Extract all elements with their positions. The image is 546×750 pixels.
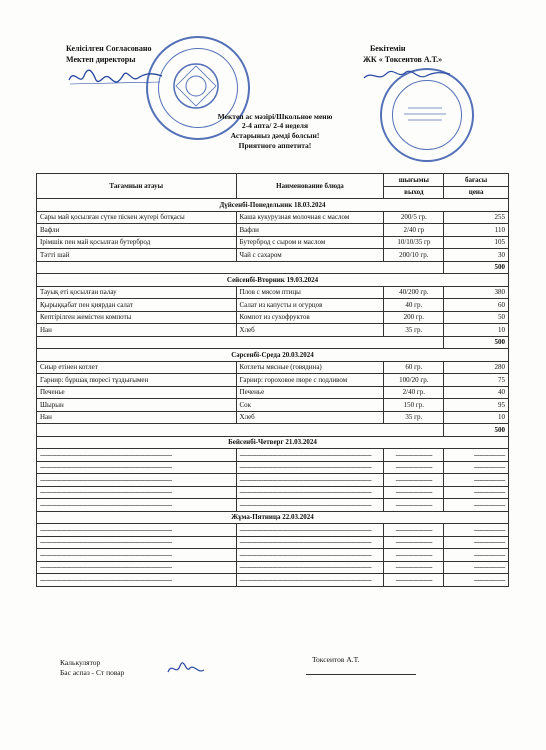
total-spacer [37, 336, 444, 349]
dish-name-kz: ------------------------------------------------------------------------ [37, 524, 237, 537]
day-total: 500 [444, 336, 509, 349]
chef-signature [166, 660, 206, 678]
col-header-out-kz: шығымы [384, 174, 444, 187]
day-total: 500 [444, 261, 509, 274]
dish-name-ru: ------------------------------------------------------------------------ [236, 574, 384, 587]
dish-name-kz: Сары май қосылған сүтке піскен жүгері ботқасы [37, 211, 237, 224]
menu-row [37, 449, 509, 462]
dish-name-ru: Печенье [236, 386, 384, 399]
dish-name-ru: ------------------------------------------------------------------------ [236, 474, 384, 487]
price: 280 [444, 361, 509, 374]
menu-row [37, 549, 509, 562]
price: 255 [444, 211, 509, 224]
dish-name-ru: ------------------------------------------------------------------------ [236, 536, 384, 549]
week-label: 2-4 апта/ 2-4 неделя [241, 121, 309, 130]
dish-name-ru: Бутерброд с сыром и маслом [236, 236, 384, 249]
col-header-out-ru: выход [384, 186, 444, 199]
wish-ru: Приятного аппетита! [238, 141, 312, 150]
dish-name-kz: ------------------------------------------------------------------------ [37, 499, 237, 512]
menu-row [37, 286, 509, 299]
dish-name-ru: ------------------------------------------------------------------------ [236, 499, 384, 512]
dish-name-ru: Плов с мясом птицы [236, 286, 384, 299]
menu-row [37, 224, 509, 237]
dish-name-kz: ------------------------------------------------------------------------ [37, 461, 237, 474]
menu-row [37, 461, 509, 474]
day-header: Бейсенбі-Четверг 21.03.2024 [37, 436, 509, 449]
menu-row [37, 211, 509, 224]
dish-name-ru: ------------------------------------------------------------------------ [236, 561, 384, 574]
approval-right-line2: ЖК « Токсеитов А.Т.» [363, 55, 443, 64]
price: 30 [444, 249, 509, 262]
menu-row [37, 411, 509, 424]
menu-row [37, 236, 509, 249]
dish-name-kz: Нан [37, 324, 237, 337]
col-header-ru: Наименование блюда [236, 174, 384, 199]
price: ----------------- [444, 574, 509, 587]
portion-size: 200/10 гр. [384, 249, 444, 262]
dish-name-ru: Компот из сухофруктов [236, 311, 384, 324]
portion-size: 200 гр. [384, 311, 444, 324]
portion-size: -------------------- [384, 574, 444, 587]
dish-name-ru: Гарнир: гороховое пюре с подливом [236, 374, 384, 387]
menu-row [37, 574, 509, 587]
dish-name-kz: Гарнир: бұршақ пюресі тұздығымен [37, 374, 237, 387]
dish-name-ru: ------------------------------------------------------------------------ [236, 486, 384, 499]
dish-name-kz: Печенье [37, 386, 237, 399]
dish-name-kz: ------------------------------------------------------------------------ [37, 474, 237, 487]
dish-name-kz: Кептірілген жемістен компоты [37, 311, 237, 324]
dish-name-ru: Чай с сахаром [236, 249, 384, 262]
approver-signature [362, 66, 452, 86]
dish-name-kz: Тауық еті қосылған палау [37, 286, 237, 299]
portion-size: 2/40 гр [384, 224, 444, 237]
approval-left-line2: Мектеп директоры [66, 55, 136, 64]
approval-right-line1: Бекітемін [370, 44, 406, 53]
dish-name-kz: Сиыр етінен котлет [37, 361, 237, 374]
portion-size: 2/40 гр. [384, 386, 444, 399]
day-header: Сәрсенбі-Среда 20.03.2024 [37, 349, 509, 362]
price: 60 [444, 299, 509, 312]
dish-name-kz: ------------------------------------------------------------------------ [37, 561, 237, 574]
price: 40 [444, 386, 509, 399]
menu-row [37, 374, 509, 387]
price: 10 [444, 324, 509, 337]
dish-name-ru: ------------------------------------------------------------------------ [236, 524, 384, 537]
dish-name-kz: ------------------------------------------------------------------------ [37, 536, 237, 549]
menu-row [37, 324, 509, 337]
portion-size: -------------------- [384, 474, 444, 487]
price: 110 [444, 224, 509, 237]
dish-name-kz: ------------------------------------------------------------------------ [37, 486, 237, 499]
col-header-price-ru: цена [444, 186, 509, 199]
portion-size: -------------------- [384, 549, 444, 562]
dish-name-kz: Ірімшік пен май қосылған бутерброд [37, 236, 237, 249]
price: ----------------- [444, 461, 509, 474]
portion-size: -------------------- [384, 499, 444, 512]
menu-row [37, 361, 509, 374]
price: 10 [444, 411, 509, 424]
dish-name-ru: Хлеб [236, 411, 384, 424]
menu-row [37, 524, 509, 537]
dish-name-ru: Сок [236, 399, 384, 412]
portion-size: 150 гр. [384, 399, 444, 412]
price: 75 [444, 374, 509, 387]
dish-name-kz: ------------------------------------------------------------------------ [37, 549, 237, 562]
signature-line [306, 674, 416, 675]
dish-name-ru: Котлеты мясные (говядина) [236, 361, 384, 374]
menu-row [37, 561, 509, 574]
menu-row [37, 311, 509, 324]
approval-left-line1: Келісілген Согласовано [66, 44, 152, 53]
dish-name-kz: ------------------------------------------------------------------------ [37, 449, 237, 462]
portion-size: 35 гр. [384, 411, 444, 424]
price: ----------------- [444, 449, 509, 462]
menu-row [37, 474, 509, 487]
portion-size: 200/5 гр. [384, 211, 444, 224]
portion-size: 40 гр. [384, 299, 444, 312]
day-header: Дүйсенбі-Понедельник 18.03.2024 [37, 199, 509, 212]
dish-name-ru: Салат из капусты и огурцов [236, 299, 384, 312]
director-signature [66, 66, 166, 88]
menu-table [36, 173, 509, 587]
menu-row [37, 386, 509, 399]
price: 95 [444, 399, 509, 412]
dish-name-ru: ------------------------------------------------------------------------ [236, 549, 384, 562]
calculator-label: Калькулятор [60, 658, 101, 667]
col-header-kz: Тағамнын атауы [37, 174, 237, 199]
portion-size: -------------------- [384, 461, 444, 474]
price: ----------------- [444, 524, 509, 537]
day-header: Сейсенбі-Вторник 19.03.2024 [37, 274, 509, 287]
dish-name-kz: Тәтті шай [37, 249, 237, 262]
dish-name-ru: ------------------------------------------------------------------------ [236, 461, 384, 474]
portion-size: -------------------- [384, 536, 444, 549]
menu-row [37, 399, 509, 412]
portion-size: -------------------- [384, 524, 444, 537]
dish-name-ru: Хлеб [236, 324, 384, 337]
price: 380 [444, 286, 509, 299]
portion-size: 60 гр. [384, 361, 444, 374]
dish-name-kz: Шырын [37, 399, 237, 412]
dish-name-kz: ------------------------------------------------------------------------ [37, 574, 237, 587]
price: ----------------- [444, 536, 509, 549]
chef-label: Бас аспаз - Ст повар [60, 668, 125, 677]
dish-name-ru: Каша кукурузная молочная с маслом [236, 211, 384, 224]
price: 105 [444, 236, 509, 249]
price: ----------------- [444, 499, 509, 512]
menu-row [37, 536, 509, 549]
dish-name-kz: Вафли [37, 224, 237, 237]
dish-name-ru: ------------------------------------------------------------------------ [236, 449, 384, 462]
portion-size: 10/10/35 гр [384, 236, 444, 249]
col-header-price-kz: бағасы [444, 174, 509, 187]
dish-name-kz: Нан [37, 411, 237, 424]
price: ----------------- [444, 486, 509, 499]
dish-name-ru: Вафли [236, 224, 384, 237]
portion-size: 40/200 гр. [384, 286, 444, 299]
day-total: 500 [444, 424, 509, 437]
calculator-name: Токсеитов А.Т. [312, 655, 360, 664]
menu-row [37, 299, 509, 312]
menu-row [37, 486, 509, 499]
price: ----------------- [444, 561, 509, 574]
total-spacer [37, 261, 444, 274]
price: ----------------- [444, 474, 509, 487]
total-spacer [37, 424, 444, 437]
dish-name-kz: Қырыққабат пен қиярдан салат [37, 299, 237, 312]
menu-row [37, 249, 509, 262]
portion-size: -------------------- [384, 561, 444, 574]
portion-size: -------------------- [384, 486, 444, 499]
menu-title: Мектеп ас мәзірі/Школьное меню [217, 112, 333, 121]
menu-row [37, 499, 509, 512]
day-header: Жұма-Пятница 22.03.2024 [37, 511, 509, 524]
portion-size: 35 гр. [384, 324, 444, 337]
price: 50 [444, 311, 509, 324]
portion-size: -------------------- [384, 449, 444, 462]
portion-size: 100/20 гр. [384, 374, 444, 387]
wish-kz: Астарыныз дәмді болсын! [230, 131, 320, 140]
price: ----------------- [444, 549, 509, 562]
